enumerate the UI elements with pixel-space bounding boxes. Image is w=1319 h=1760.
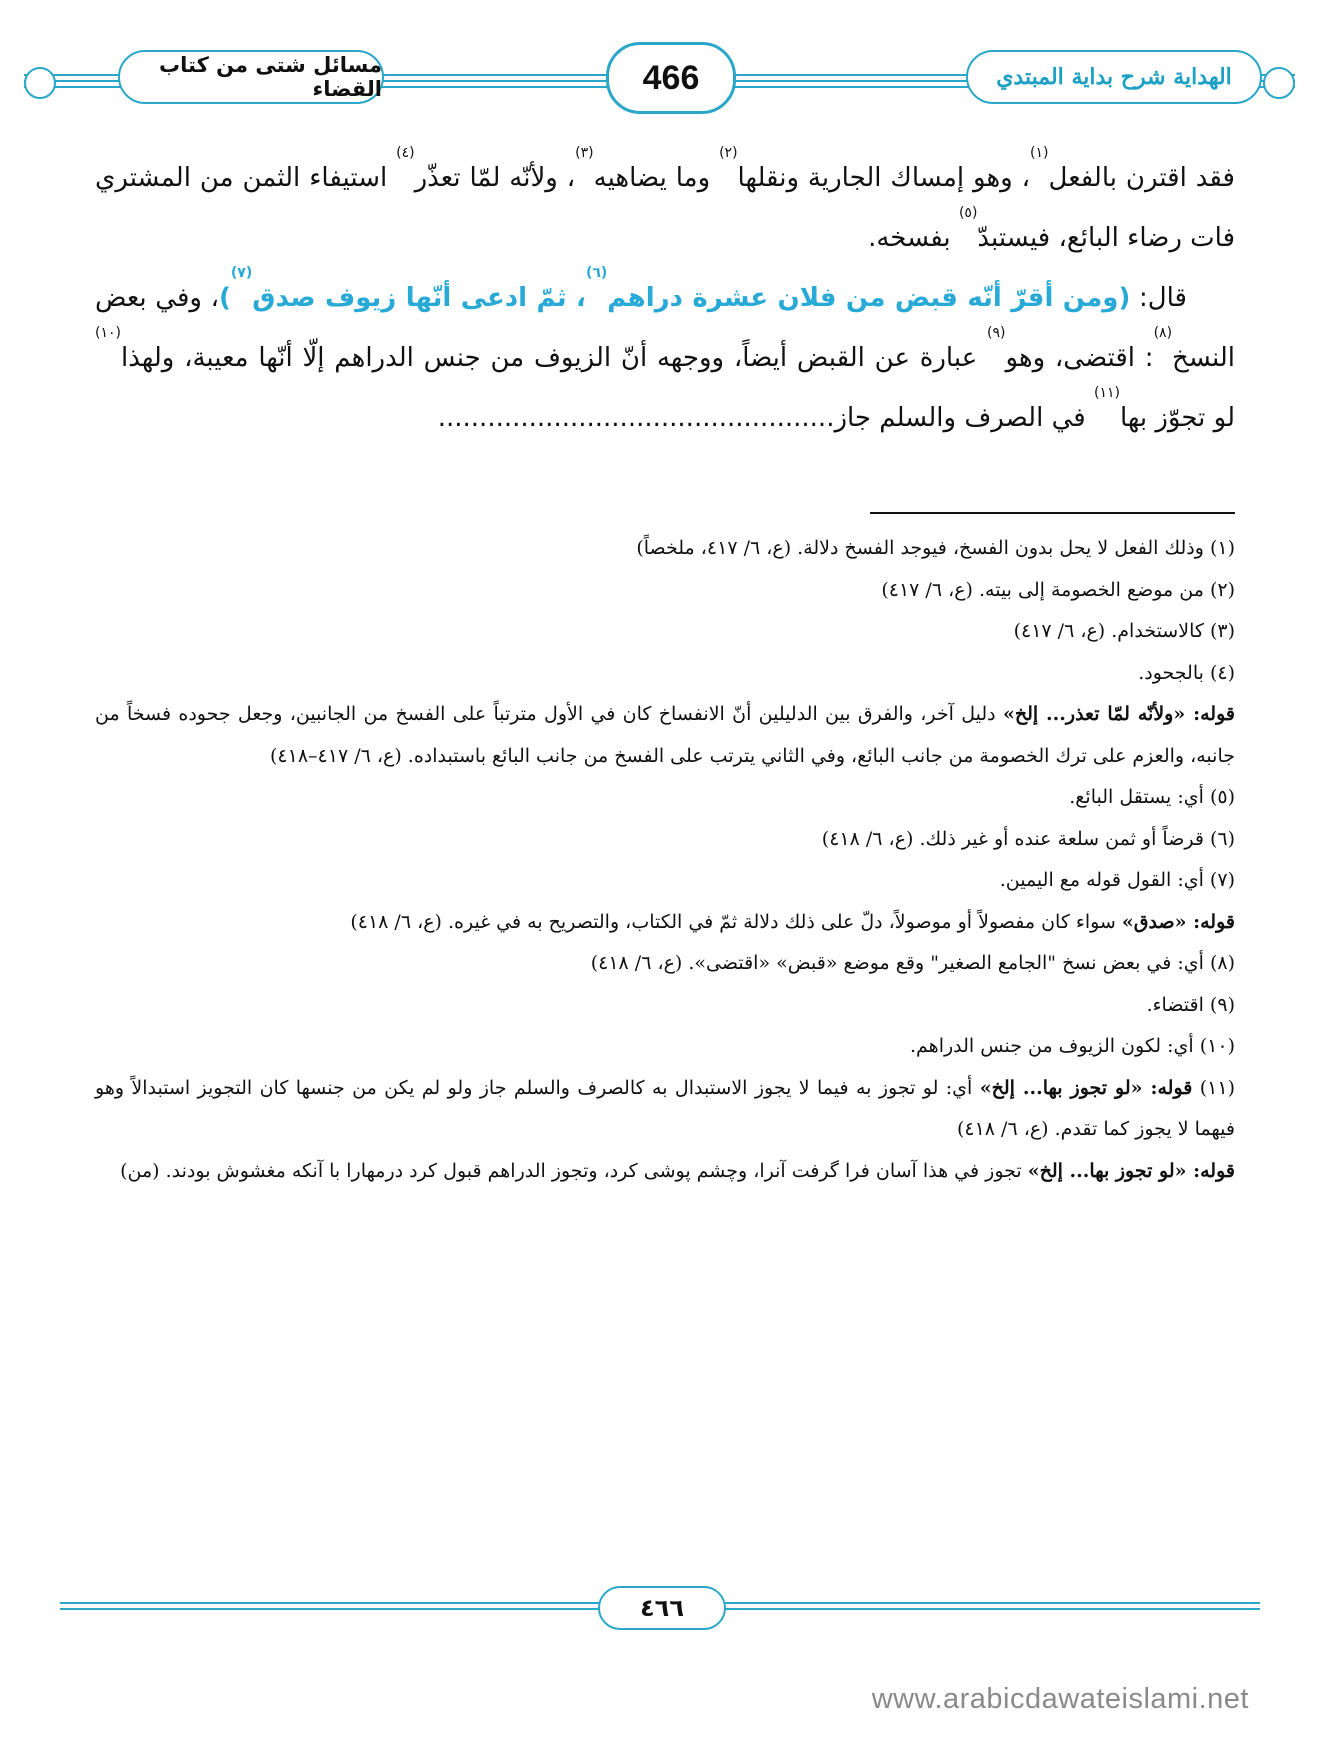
footnote-ref[interactable]: (١)	[1030, 145, 1049, 161]
text-run: لو تجوّز بها	[1119, 403, 1235, 433]
footnote: (٦) قرضاً أو ثمن سلعة عنده أو غير ذلك. (ع، ٦/ ٤١٨)	[821, 827, 1235, 850]
footnote	[95, 1068, 1235, 1151]
chapter-title: مسائل شتى من كتاب القضاء	[159, 53, 382, 101]
book-title: الهداية شرح بداية المبتدي	[996, 64, 1232, 90]
text-run: ، ولأنّه لمّا تعذّر	[414, 163, 576, 193]
page-footer	[60, 1582, 1260, 1632]
text-run: قال:	[1130, 283, 1187, 313]
footnote: (٣) كالاستخدام. (ع، ٦/ ٤١٧)	[1013, 620, 1235, 642]
matn-text: ، ثمّ ادعى أنّها زيوف صدق	[252, 283, 586, 313]
website-watermark: www.arabicdawateislami.net	[871, 1683, 1249, 1715]
commentary-text: أي: لو تجوز به فيما لا يجوز الاستبدال به كالصرف والسلم جاز ولو لم يكن من جنسها كان التجويز استبدالاً وهو فيهما لا يجوز كما تقدم. (ع، ٦/ ٤١٨)	[95, 1076, 1235, 1140]
footnote: (١) وذلك الفعل لا يحل بدون الفسخ، فيوجد الفسخ دلالة. (ع، ٦/ ٤١٧، ملخصاً)	[636, 537, 1235, 559]
book-title-frame	[966, 50, 1262, 104]
footer-page-number-frame	[598, 1586, 726, 1630]
footnote: (٥) أي: يستقل البائع.	[1069, 786, 1235, 808]
text-run: استيفاء الثمن من المشتري فات رضاء البائع، فيستبدّ	[95, 163, 1235, 253]
footnote-ref[interactable]: (١٠)	[95, 325, 121, 341]
page-number-frame	[606, 42, 736, 114]
footnote-number: (١١)	[1192, 1076, 1236, 1099]
commentary-text: سواء كان مفصولاً أو موصولاً، دلّ على ذلك دلالة ثمّ في الكتاب، والتصريح به في غيره. (ع، ٦/ ٤١٨)	[350, 910, 1122, 933]
header-ornament	[1263, 67, 1295, 99]
footnote-ref[interactable]: (٤)	[396, 145, 415, 161]
footnote: (١٠) أي: لكون الزيوف من جنس الدراهم.	[910, 1035, 1235, 1057]
footnote-ref[interactable]: (٨)	[1153, 325, 1173, 341]
page-number: 466	[642, 58, 700, 97]
commentary-label: قوله: «لو تجوز بها... إلخ»	[1027, 1159, 1235, 1182]
text-run: ، وفي بعض النسخ	[95, 283, 1235, 373]
text-run: ، وهو إمساك الجارية ونقلها	[737, 163, 1031, 193]
commentary-note	[95, 694, 1235, 777]
text-run: فقد اقترن بالفعل	[1048, 163, 1235, 193]
footnote-ref[interactable]: (١١)	[1093, 385, 1120, 401]
text-run: عبارة عن القبض أيضاً، ووجهه أنّ الزيوف من جنس الدراهم إلّا أنّها معيبة، ولهذا	[120, 343, 987, 373]
footnote-ref[interactable]: (٦)	[585, 265, 608, 281]
footnotes	[95, 528, 1235, 1192]
footnote: (٨) أي: في بعض نسخ "الجامع الصغير" وقع موضع «قبض» «اقتضى». (ع، ٦/ ٤١٨)	[590, 952, 1235, 974]
footnote-ref[interactable]: (٢)	[719, 145, 738, 161]
page-header	[24, 38, 1295, 118]
commentary-label: قوله: «ولأنّه لمّا تعذر... إلخ»	[1002, 703, 1235, 725]
matn-text: (ومن أقرّ أنّه قبض من فلان عشرة دراهم	[607, 283, 1131, 313]
footnote-ref[interactable]: (٩)	[986, 325, 1006, 341]
footnote-ref[interactable]: (٣)	[575, 145, 594, 161]
header-ornament	[24, 67, 56, 99]
footnote: (٩) اقتضاء.	[1146, 993, 1235, 1016]
text-run: بفسخه.	[868, 223, 959, 253]
matn-text: )	[218, 283, 231, 313]
commentary-label: قوله: «لو تجوز بها... إلخ»	[979, 1076, 1193, 1099]
chapter-title-frame	[118, 50, 384, 104]
main-paragraph	[95, 145, 1235, 268]
main-text	[95, 145, 1235, 448]
commentary-text: تجوز في هذا آسان فرا گرفت آنرا، وچشم پوشی کرد، وتجوز الدراهم قبول کرد درمهارا با آنکه مغشوش بودند. (من)	[120, 1159, 1028, 1182]
footnote-separator	[870, 512, 1235, 514]
text-run: وما يضاهيه	[593, 163, 720, 193]
text-run: : اقتضى، وهو	[1005, 343, 1154, 373]
footnote: (٧) أي: القول قوله مع اليمين.	[999, 869, 1235, 891]
text-run: في الصرف والسلم جاز.	[826, 403, 1094, 433]
commentary-text: دليل آخر، والفرق بين الدليلين أنّ الانفساخ كان في الأول مترتباً على الفسخ من الجانبين، وجعل جحوده فسخاً من جانبه، والعزم على ترك الخصومة من جانب البائع، وفي الثاني يترتب على الفسخ من جانب البائع باستبداده. (ع، ٦/ ٤١٧–٤١٨)	[95, 703, 1235, 767]
footnote-ref[interactable]: (٥)	[958, 205, 978, 221]
commentary-note	[95, 1151, 1235, 1193]
commentary-note	[95, 902, 1235, 944]
footnote: (٤) بالجحود.	[1138, 661, 1235, 684]
main-paragraph	[95, 265, 1235, 448]
footer-page-number: ٤٦٦	[640, 1594, 684, 1622]
footnote-ref[interactable]: (٧)	[230, 265, 253, 281]
continuation-dots: ...............................................	[437, 403, 827, 433]
footnote: (٢) من موضع الخصومة إلى بيته. (ع، ٦/ ٤١٧)	[881, 578, 1235, 601]
commentary-label: قوله: «صدق»	[1121, 910, 1235, 933]
